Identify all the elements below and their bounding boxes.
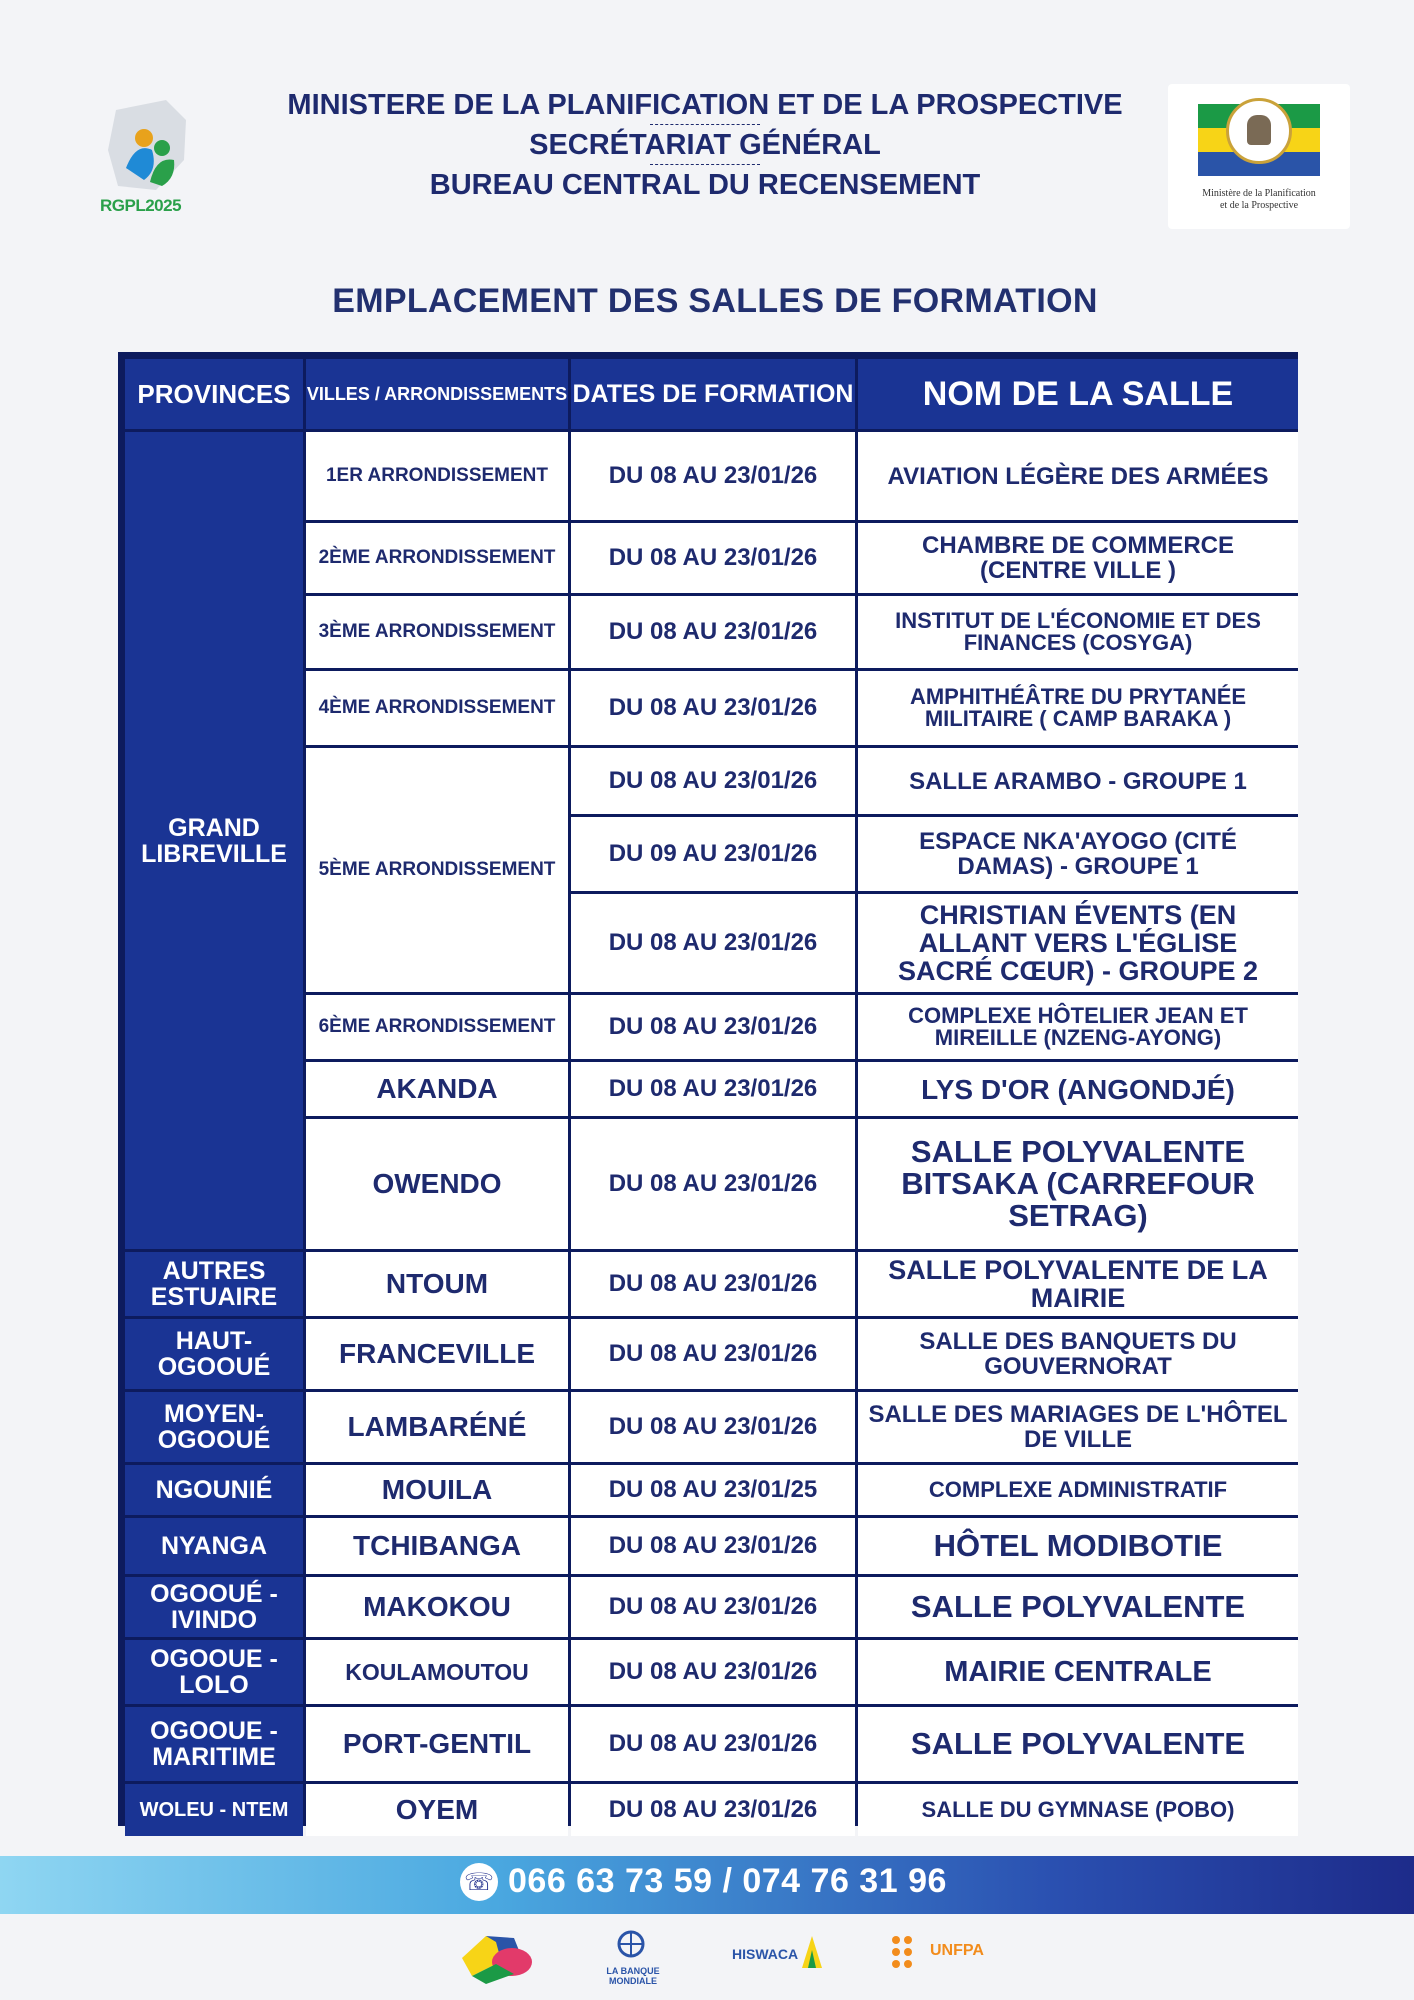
bureau-name: BUREAU CENTRAL DU RECENSEMENT xyxy=(429,169,981,201)
date-cell: DU 08 AU 23/01/26 xyxy=(571,995,855,1059)
unfpa-logo: UNFPA xyxy=(890,1928,988,1988)
salle-cell: SALLE POLYVALENTE xyxy=(858,1577,1298,1637)
header-provinces: PROVINCES xyxy=(125,359,303,429)
hiswaca-leaf-icon xyxy=(798,1932,826,1972)
table-row xyxy=(125,432,1298,520)
globe-icon xyxy=(582,1928,680,1964)
province-cell: OGOOUE - MARITIME xyxy=(125,1707,303,1781)
date-cell: DU 08 AU 23/01/26 xyxy=(571,1518,855,1574)
salle-cell: LYS D'OR (ANGONDJÉ) xyxy=(858,1062,1298,1116)
salle-cell: ESPACE NKA'AYOGO (CITÉ DAMAS) - GROUPE 1 xyxy=(858,817,1298,891)
table-row xyxy=(125,1640,1298,1704)
date-cell: DU 08 AU 23/01/26 xyxy=(571,671,855,745)
ville-cell: PORT-GENTIL xyxy=(306,1707,568,1781)
date-cell: DU 08 AU 23/01/26 xyxy=(571,894,855,992)
date-cell: DU 08 AU 23/01/26 xyxy=(571,1392,855,1462)
date-cell: DU 08 AU 23/01/26 xyxy=(571,1707,855,1781)
ville-cell: 6ÈME ARRONDISSEMENT xyxy=(306,995,568,1059)
province-cell: WOLEU - NTEM xyxy=(125,1784,303,1836)
province-cell: HAUT-OGOOUÉ xyxy=(125,1319,303,1389)
training-rooms-table xyxy=(118,352,1298,1826)
date-cell: DU 08 AU 23/01/26 xyxy=(571,1784,855,1836)
header-divider xyxy=(650,124,760,126)
salle-cell: CHAMBRE DE COMMERCE (CENTRE VILLE ) xyxy=(858,523,1298,593)
date-cell: DU 08 AU 23/01/26 xyxy=(571,432,855,520)
world-bank-logo: LA BANQUE MONDIALE xyxy=(582,1928,680,1988)
salle-cell: SALLE POLYVALENTE BITSAKA (CARREFOUR SETRAG) xyxy=(858,1119,1298,1249)
province-cell: OGOOUÉ -IVINDO xyxy=(125,1577,303,1637)
table-row xyxy=(125,1707,1298,1781)
date-cell: DU 08 AU 23/01/26 xyxy=(571,596,855,668)
table-row xyxy=(125,1465,1298,1515)
province-cell: MOYEN-OGOOUÉ xyxy=(125,1392,303,1462)
salle-cell: SALLE POLYVALENTE xyxy=(858,1707,1298,1781)
ville-cell: 3ÈME ARRONDISSEMENT xyxy=(306,596,568,668)
province-cell: GRAND LIBREVILLE xyxy=(125,432,303,1249)
ville-cell: MAKOKOU xyxy=(306,1577,568,1637)
rgpl-logo xyxy=(96,90,206,220)
salle-cell: CHRISTIAN ÉVENTS (EN ALLANT VERS L'ÉGLISE SACRÉ CŒUR) - GROUPE 2 xyxy=(858,894,1298,992)
ville-cell: TCHIBANGA xyxy=(306,1518,568,1574)
header-salle: NOM DE LA SALLE xyxy=(858,359,1298,429)
ministry-name: MINISTERE DE LA PLANIFICATION ET DE LA PROSPECTIVE xyxy=(287,89,1123,121)
ville-cell: AKANDA xyxy=(306,1062,568,1116)
phone-icon: ☏ xyxy=(460,1863,498,1901)
phone-contact xyxy=(460,1862,947,1901)
salle-cell: AMPHITHÉÂTRE DU PRYTANÉE MILITAIRE ( CAMP BARAKA ) xyxy=(858,671,1298,745)
date-cell: DU 08 AU 23/01/26 xyxy=(571,1640,855,1704)
ministry-logo-caption: Ministère de la Planification et de la Prospective xyxy=(1202,188,1316,211)
ville-cell: 5ÈME ARRONDISSEMENT xyxy=(306,748,568,992)
hiswaca-logo: HISWACA xyxy=(730,1928,824,1988)
province-cell: AUTRES ESTUAIRE xyxy=(125,1252,303,1316)
header-villes: VILLES / ARRONDISSEMENTS xyxy=(306,359,568,429)
secretariat-name: SECRÉTARIAT GÉNÉRAL xyxy=(529,129,881,161)
phone-numbers: 066 63 73 59 / 074 76 31 96 xyxy=(508,1862,947,1900)
salle-cell: SALLE DU GYMNASE (POBO) xyxy=(858,1784,1298,1836)
salle-cell: MAIRIE CENTRALE xyxy=(858,1640,1298,1704)
province-cell: NGOUNIÉ xyxy=(125,1465,303,1515)
ville-cell: MOUILA xyxy=(306,1465,568,1515)
table-row xyxy=(125,1784,1298,1836)
salle-cell: SALLE POLYVALENTE DE LA MAIRIE xyxy=(858,1252,1298,1316)
ville-cell: FRANCEVILLE xyxy=(306,1319,568,1389)
ville-cell: NTOUM xyxy=(306,1252,568,1316)
date-cell: DU 08 AU 23/01/25 xyxy=(571,1465,855,1515)
ville-cell: 2ÈME ARRONDISSEMENT xyxy=(306,523,568,593)
table-row xyxy=(125,1518,1298,1574)
ministry-logo xyxy=(1168,84,1350,229)
salle-cell: COMPLEXE ADMINISTRATIF xyxy=(858,1465,1298,1515)
date-cell: DU 08 AU 23/01/26 xyxy=(571,523,855,593)
header-divider xyxy=(650,164,760,166)
salle-cell: INSTITUT DE L'ÉCONOMIE ET DES FINANCES (COSYGA) xyxy=(858,596,1298,668)
date-cell: DU 09 AU 23/01/26 xyxy=(571,817,855,891)
ville-cell: LAMBARÉNÉ xyxy=(306,1392,568,1462)
salle-cell: COMPLEXE HÔTELIER JEAN ET MIREILLE (NZENG-AYONG) xyxy=(858,995,1298,1059)
table-row xyxy=(125,1577,1298,1637)
ville-cell: KOULAMOUTOU xyxy=(306,1640,568,1704)
ville-cell: 1ER ARRONDISSEMENT xyxy=(306,432,568,520)
partner-logos xyxy=(0,1928,1414,1988)
province-cell: NYANGA xyxy=(125,1518,303,1574)
table-row xyxy=(125,1319,1298,1389)
page-title: EMPLACEMENT DES SALLES DE FORMATION xyxy=(332,282,1098,320)
ministry-seal-icon xyxy=(1226,98,1292,164)
province-cell: OGOOUE - LOLO xyxy=(125,1640,303,1704)
date-cell: DU 08 AU 23/01/26 xyxy=(571,1577,855,1637)
salle-cell: SALLE ARAMBO - GROUPE 1 xyxy=(858,748,1298,814)
header-block xyxy=(270,88,1140,202)
date-cell: DU 08 AU 23/01/26 xyxy=(571,1062,855,1116)
date-cell: DU 08 AU 23/01/26 xyxy=(571,1119,855,1249)
salle-cell: SALLE DES BANQUETS DU GOUVERNORAT xyxy=(858,1319,1298,1389)
colorful-map-icon xyxy=(456,1928,540,1988)
rgpl-partner-logo xyxy=(456,1928,540,1988)
salle-cell: AVIATION LÉGÈRE DES ARMÉES xyxy=(858,432,1298,520)
header-dates: DATES DE FORMATION xyxy=(571,359,855,429)
salle-cell: HÔTEL MODIBOTIE xyxy=(858,1518,1298,1574)
rgpl-logo-text: RGPL2025 xyxy=(100,196,182,215)
table-header-row xyxy=(125,359,1298,429)
date-cell: DU 08 AU 23/01/26 xyxy=(571,1252,855,1316)
salle-cell: SALLE DES MARIAGES DE L'HÔTEL DE VILLE xyxy=(858,1392,1298,1462)
rgpl-map-icon xyxy=(96,90,206,200)
date-cell: DU 08 AU 23/01/26 xyxy=(571,1319,855,1389)
table-row xyxy=(125,1392,1298,1462)
unfpa-dots-icon xyxy=(890,1934,930,1974)
date-cell: DU 08 AU 23/01/26 xyxy=(571,748,855,814)
ville-cell: OYEM xyxy=(306,1784,568,1836)
ville-cell: 4ÈME ARRONDISSEMENT xyxy=(306,671,568,745)
ville-cell: OWENDO xyxy=(306,1119,568,1249)
table-row xyxy=(125,1252,1298,1316)
